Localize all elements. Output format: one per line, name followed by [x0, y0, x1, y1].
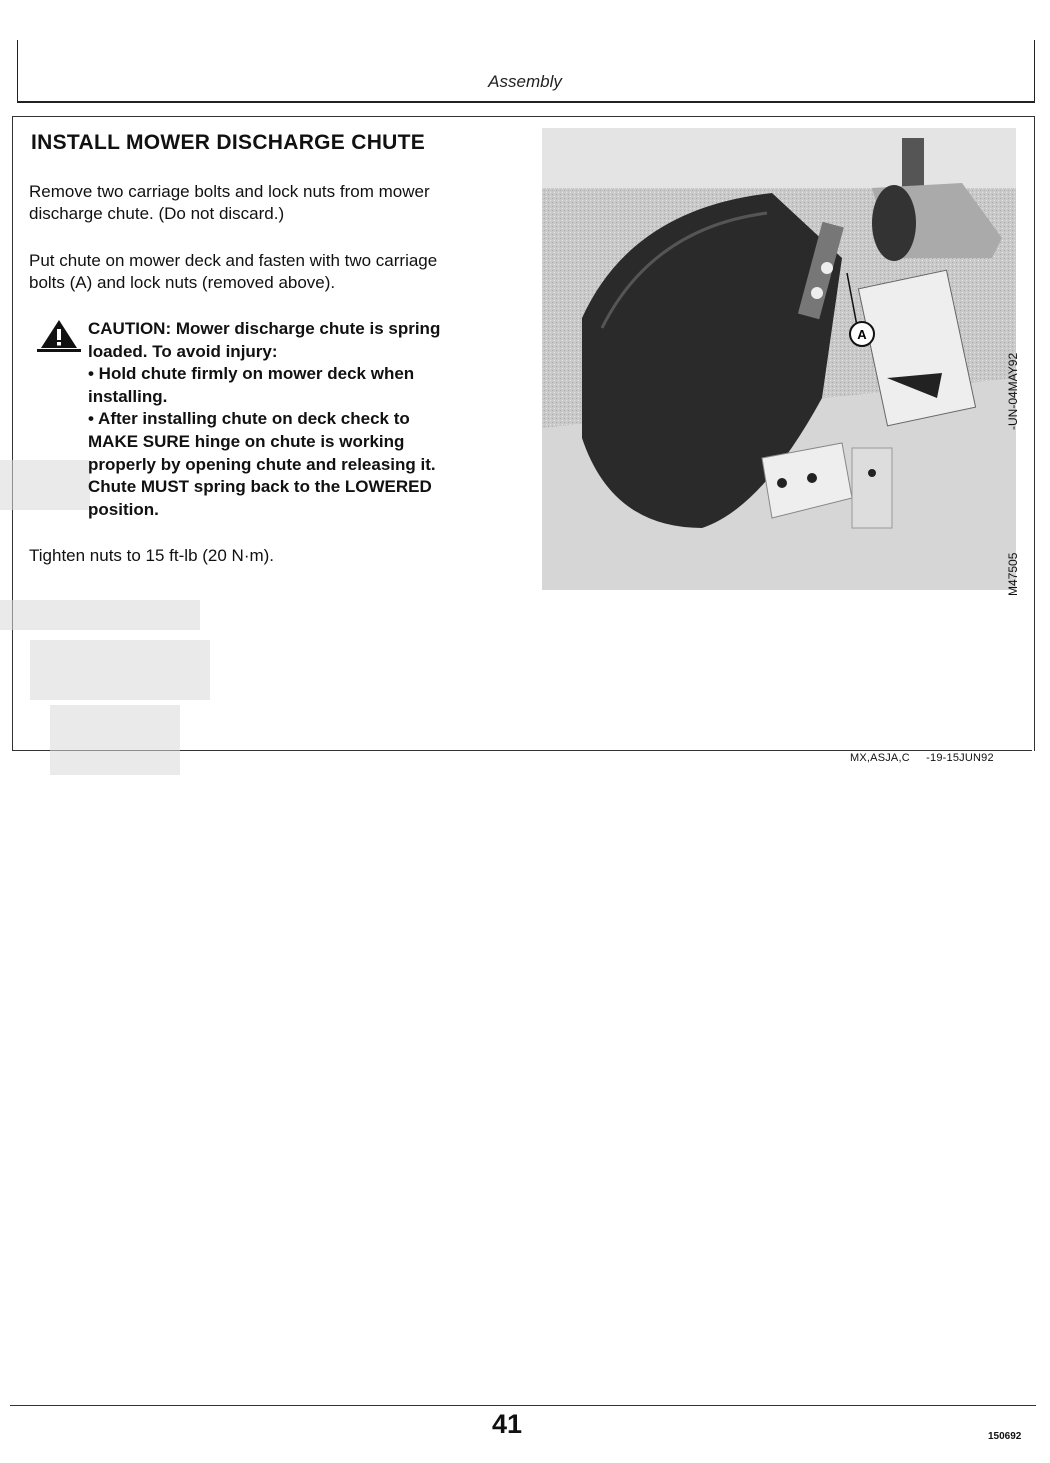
caution-bullet: • Hold chute firmly on mower deck when	[88, 364, 415, 384]
header-frame-left	[17, 40, 18, 102]
scan-artifact	[0, 600, 200, 630]
caution-line: Chute MUST spring back to the LOWERED	[88, 477, 432, 497]
callout-a-label: A	[857, 327, 867, 342]
figure-id: M47505	[1006, 552, 1020, 596]
text-line: Remove two carriage bolts and lock nuts from mower	[29, 182, 430, 201]
warning-triangle-icon	[37, 318, 81, 354]
caution-text	[88, 318, 518, 521]
caution-bullet: • After installing chute on deck check to	[88, 409, 410, 429]
instruction-remove-bolts	[29, 181, 519, 225]
text-line: bolts (A) and lock nuts (removed above).	[29, 273, 336, 292]
text-line: Put chute on mower deck and fasten with two carriage	[29, 251, 438, 270]
scan-artifact	[50, 705, 180, 775]
footer-rule	[10, 1405, 1036, 1406]
instruction-install-chute	[29, 250, 519, 294]
header-rule	[17, 101, 1035, 103]
caution-line: properly by opening chute and releasing it.	[88, 454, 436, 474]
caution-line: position.	[88, 499, 159, 519]
figure-date-code: -UN-04MAY92	[1006, 352, 1020, 430]
header-frame-right	[1034, 40, 1035, 102]
mower-chute-photo	[542, 128, 1016, 590]
document-number: 150692	[988, 1431, 1022, 1442]
caution-line: loaded. To avoid injury:	[88, 341, 278, 361]
caution-line: CAUTION: Mower discharge chute is spring	[88, 319, 441, 338]
page-number: 41	[492, 1409, 523, 1439]
text-line: discharge chute. (Do not discard.)	[29, 204, 285, 223]
instruction-torque: Tighten nuts to 15 ft-lb (20 N·m).	[29, 546, 275, 565]
scan-artifact	[30, 640, 210, 700]
scan-artifact	[0, 460, 90, 510]
section-code: MX,ASJA,C -19-15JUN92	[850, 752, 994, 764]
page-header-title: Assembly	[488, 72, 562, 91]
caution-line: MAKE SURE hinge on chute is working	[88, 431, 405, 451]
caution-line: installing.	[88, 386, 168, 406]
section-title: INSTALL MOWER DISCHARGE CHUTE	[31, 131, 426, 154]
